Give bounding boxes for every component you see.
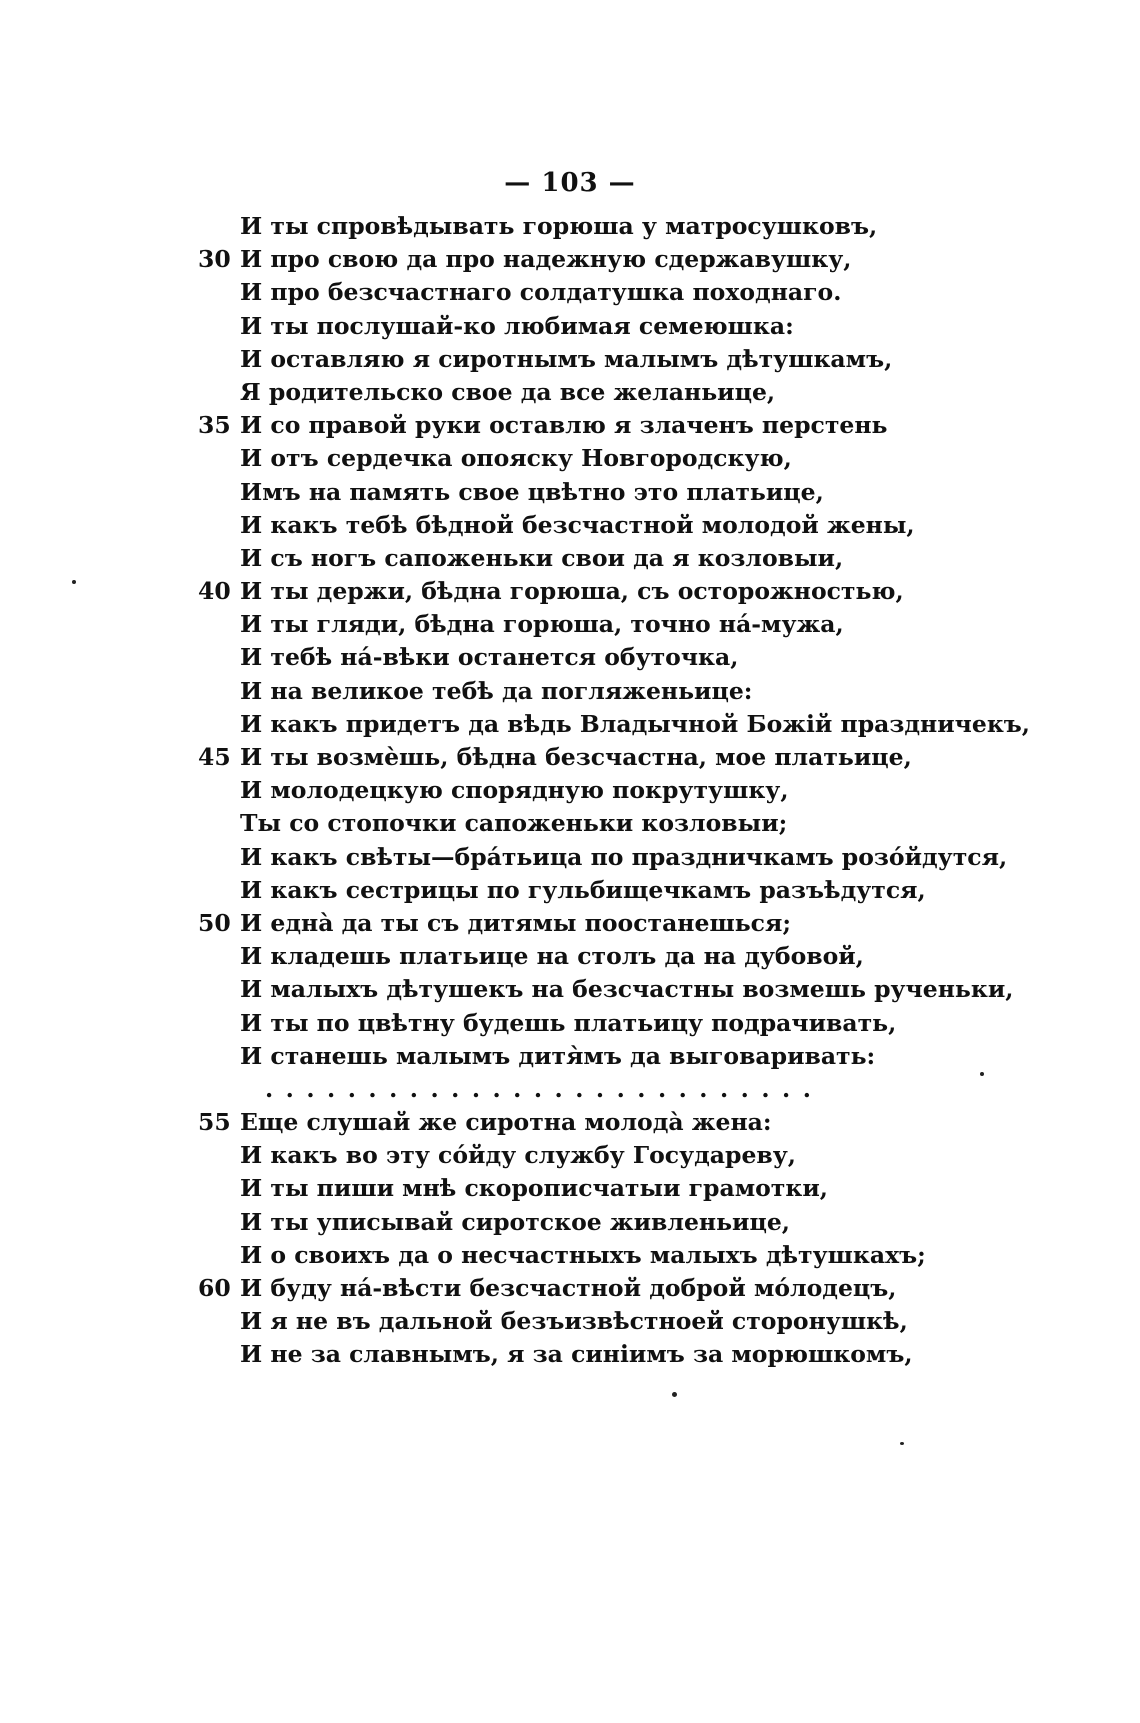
poem-line [0, 1139, 1140, 1172]
poem-line [0, 1338, 1140, 1371]
line-text: И малыхъ дѣтушекъ на безсчастны возмешь рученьки, [240, 975, 1014, 1004]
line-text: И ты послушай-ко любимая семеюшка: [240, 311, 794, 340]
line-text: И какъ свѣты—бра́тьица по праздничкамъ розо́йдутся, [240, 842, 1008, 871]
poem-line [0, 1272, 1140, 1305]
line-text: И ты спровѣдывать горюша у матросушковъ, [240, 212, 878, 240]
line-text: И отъ сердечка опояску Новгородскую, [240, 444, 792, 473]
line-text: Ты со стопочки сапоженьки козловыи; [240, 809, 788, 838]
poem-line [0, 1040, 1140, 1073]
poem-line [0, 1239, 1140, 1272]
line-text: И ты уписывай сиротское живленьице, [240, 1207, 790, 1236]
poem-line [0, 1206, 1140, 1239]
line-text: И какъ сестрицы по гульбищечкамъ разъѣдутся, [240, 875, 926, 904]
line-text: Я родительско свое да все желаньице, [240, 377, 776, 406]
ink-speck [900, 1442, 904, 1445]
poem-line [0, 807, 1140, 840]
poem-line [0, 841, 1140, 874]
line-number: 55 [198, 1108, 231, 1137]
line-text: И оставляю я сиротнымъ малымъ дѣтушкамъ, [240, 344, 893, 373]
line-text: И какъ тебѣ бѣдной безсчастной молодой жены, [240, 510, 915, 539]
line-text: И ты пиши мнѣ скорописчатыи грамотки, [240, 1174, 828, 1203]
line-text: И кладешь платьице на столъ да на дубовой, [240, 942, 864, 971]
line-text: И ты возмѐшь, бѣдна безсчастна, мое платьице, [240, 743, 912, 771]
poem-line [0, 675, 1140, 708]
line-number: 50 [198, 908, 231, 937]
poem-line [0, 243, 1140, 276]
poem-line [0, 476, 1140, 509]
poem-line [0, 509, 1140, 542]
poem-line [0, 1172, 1140, 1205]
poem-line [0, 1073, 1140, 1106]
line-text: И про свою да про надежную сдержавушку, [240, 245, 852, 274]
ink-speck [672, 1392, 677, 1397]
line-text: И какъ во эту со́йду службу Государеву, [240, 1141, 796, 1170]
line-text: И со правой руки оставлю я злаченъ перстень [240, 411, 888, 440]
line-number: 45 [198, 743, 231, 771]
poem-line [0, 210, 1140, 243]
ink-speck [980, 1072, 984, 1076]
line-text: И тебѣ на́-вѣки останется обуточка, [240, 643, 739, 672]
page-number: — 103 — [504, 168, 636, 198]
poem-line [0, 276, 1140, 309]
line-number: 35 [198, 411, 231, 440]
poem-line [0, 575, 1140, 608]
line-text: И една̀ да ты съ дитямы поостанешься; [240, 908, 792, 937]
line-text: И какъ придетъ да вѣдь Владычной Божій праздничекъ, [240, 709, 1030, 738]
poem-line [0, 940, 1140, 973]
line-text: И ты держи, бѣдна горюша, съ осторожностью, [240, 577, 904, 606]
poem-line [0, 708, 1140, 741]
poem-line [0, 1106, 1140, 1139]
line-text: И ты по цвѣтну будешь платьицу подрачивать, [240, 1008, 897, 1037]
line-text: Еще слушай же сиротна молода̀ жена: [240, 1108, 772, 1137]
line-number: 30 [198, 245, 231, 274]
line-text: И я не въ дальной безъизвѣстноей сторонушкѣ, [240, 1307, 908, 1336]
omission-dots: ........................... [265, 1074, 824, 1103]
poem-line [0, 343, 1140, 376]
poem-line [0, 376, 1140, 409]
line-text: И не за славнымъ, я за синіимъ за морюшкомъ, [240, 1340, 913, 1369]
poem-line [0, 542, 1140, 575]
poem-line [0, 608, 1140, 641]
line-number: 40 [198, 577, 231, 606]
poem-line [0, 874, 1140, 907]
line-text: И станешь малымъ дитя̀мъ да выговаривать: [240, 1041, 876, 1070]
poem-line [0, 442, 1140, 475]
line-text: И о своихъ да о несчастныхъ малыхъ дѣтушкахъ; [240, 1240, 926, 1269]
poem-line [0, 1007, 1140, 1040]
poem-line [0, 310, 1140, 343]
line-number: 60 [198, 1274, 231, 1302]
poem-line [0, 409, 1140, 442]
line-text: И про безсчастнаго солдатушка походнаго. [240, 278, 842, 307]
poem-line [0, 774, 1140, 807]
line-text: И съ ногъ сапоженьки свои да я козловыи, [240, 543, 844, 572]
line-text: И буду на́-вѣсти безсчастной доброй мо́лодецъ, [240, 1274, 897, 1302]
poem-line [0, 907, 1140, 940]
poem-line [0, 1305, 1140, 1338]
line-text: Имъ на память свое цвѣтно это платьице, [240, 477, 824, 506]
poem-text [0, 210, 1140, 1372]
poem-line [0, 641, 1140, 674]
poem-line [0, 973, 1140, 1006]
poem-line [0, 741, 1140, 774]
ink-speck [72, 580, 76, 584]
line-text: И на великое тебѣ да погляженьице: [240, 676, 753, 705]
line-text: И молодецкую спорядную покрутушку, [240, 776, 789, 805]
line-text: И ты гляди, бѣдна горюша, точно на́-мужа, [240, 610, 844, 639]
